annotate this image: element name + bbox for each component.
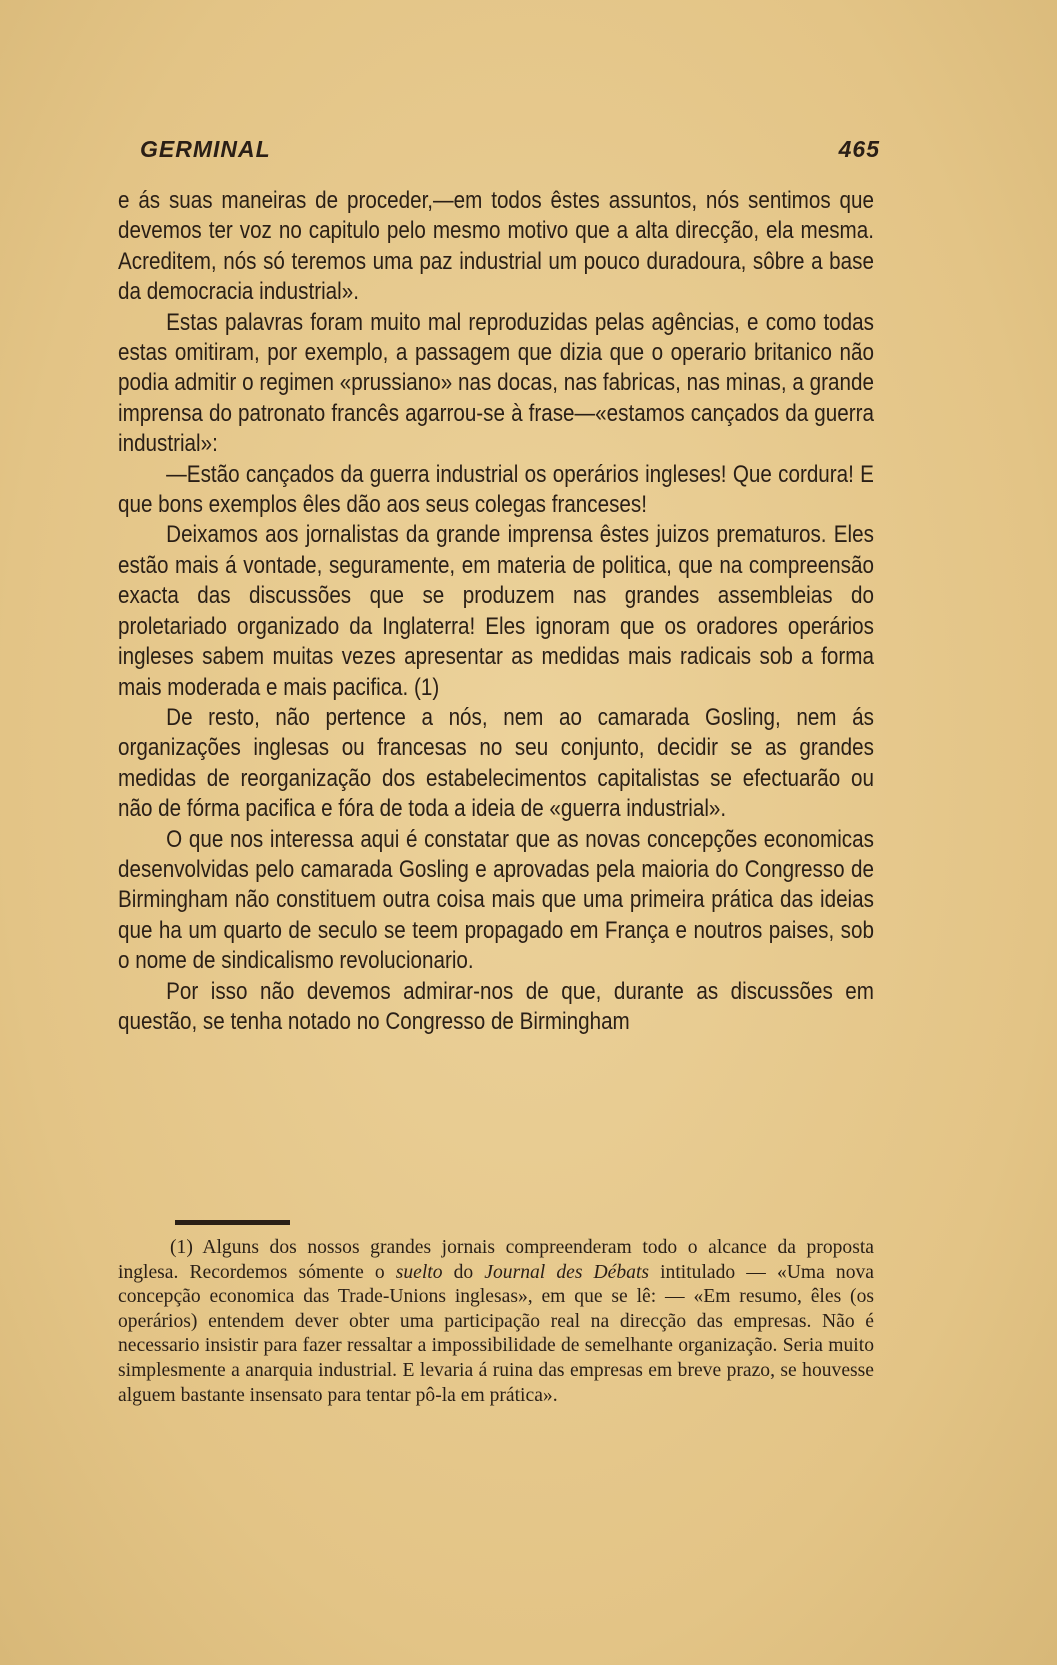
- footnote-term-suelto: suelto: [395, 1261, 443, 1283]
- footnote-rule: [175, 1220, 290, 1225]
- paragraph-1: e ás suas maneiras de proceder,—em todos êstes assuntos, nós sentimos que devemos ter voz no capitulo pelo mesmo motivo que a alta direcção, ela mesma. Acreditem, nós só teremos uma paz industrial um pouco duradoura, sôbre a base da democracia industrial».: [118, 187, 874, 306]
- footnote-term-journal: Journal des Débats: [484, 1261, 650, 1283]
- paragraph-7: Por isso não devemos admirar-nos de que, durante as discussões em questão, se tenha notado no Congresso de Birmingham: [118, 977, 874, 1035]
- body-text: [118, 186, 874, 1037]
- running-header: [140, 136, 880, 163]
- footnote-text-a: (1) Alguns dos nossos grandes jornais compreenderam todo o alcance da proposta inglesa. Recordemos sómente o: [118, 1237, 874, 1283]
- footnote-text-c: intitulado — «Uma nova concepção economica das Trade-Unions inglesas», em que se lê: — «Em resumo, êles (os operários) entendem dever obter uma participação real na direcção das empresas. Não é necessario insistir para fazer ressaltar a impossibilidade de semelhante organização. Seria muito simplesmente a anarquia industrial. E levaria á ruina das empresas em breve prazo, se houvesse alguem bastante insensato para tentar pô-la em prática».: [118, 1261, 874, 1406]
- footnote-text-b: do: [442, 1261, 485, 1283]
- footnote-1: [118, 1236, 874, 1408]
- footnotes: [118, 1236, 874, 1408]
- running-title: GERMINAL: [140, 136, 271, 162]
- paragraph-2: Estas palavras foram muito mal reproduzidas pelas agências, e como todas estas omitiram, por exemplo, a passagem que dizia que o operario britanico não podia admitir o regimen «prussiano» nas docas, nas fabricas, nas minas, a grande imprensa do patronato francês agarrou-se à frase—«estamos cançados da guerra industrial»:: [118, 308, 874, 458]
- paragraph-6: O que nos interessa aqui é constatar que as novas concepções economicas desenvolvidas pelo camarada Gosling e aprovadas pela maioria do Congresso de Birmingham não constituem outra coisa mais que uma primeira prática das ideias que ha um quarto de seculo se teem propagado em França e noutros paises, sob o nome de sindicalismo revolucionario.: [118, 825, 874, 975]
- paragraph-4: Deixamos aos jornalistas da grande imprensa êstes juizos prematuros. Eles estão mais á vontade, seguramente, em materia de politica, que na compreensão exacta das discussões que se produzem nas grandes assembleias do proletariado organizado da Inglaterra! Eles ignoram que os oradores operários ingleses sabem muitas vezes apresentar as medidas mais radicais sob a forma mais moderada e mais pacifica. (1): [118, 521, 874, 701]
- page-number: 465: [838, 136, 880, 162]
- paragraph-5: De resto, não pertence a nós, nem ao camarada Gosling, nem ás organizações inglesas ou francesas no seu conjunto, decidir se as grandes medidas de reorganização dos estabelecimentos capitalistas se efectuarão ou não de fórma pacifica e fóra de toda a ideia de «guerra industrial».: [118, 703, 874, 823]
- paragraph-3: —Estão cançados da guerra industrial os operários ingleses! Que cordura! E que bons exemplos êles dão aos seus colegas franceses!: [118, 460, 874, 519]
